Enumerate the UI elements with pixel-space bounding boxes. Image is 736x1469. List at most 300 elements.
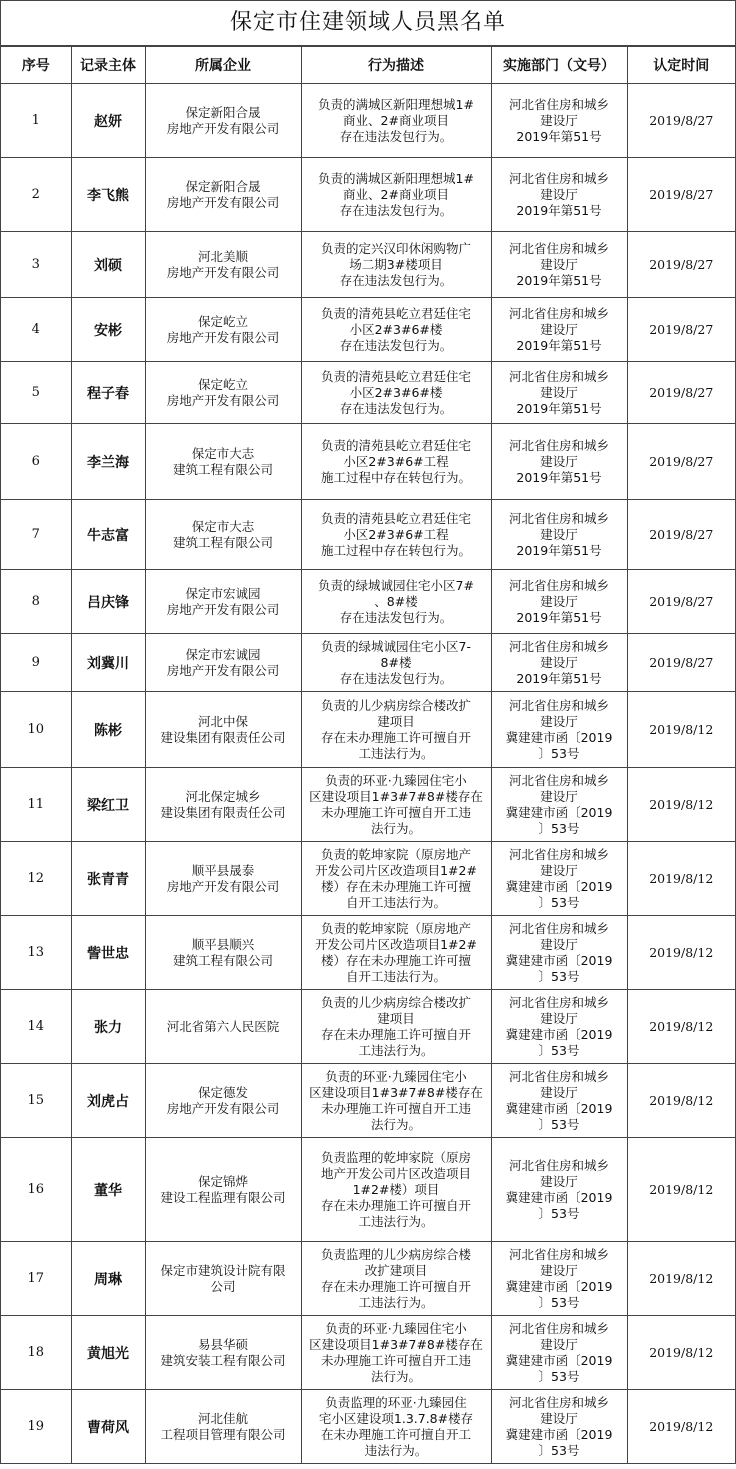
behavior-line: 存在违法发包行为。 — [339, 670, 453, 686]
behavior-line: 负责的环亚·九臻园住宅小 — [325, 1320, 467, 1336]
row-behavior — [301, 1242, 491, 1316]
row-company — [145, 1138, 301, 1242]
behavior-line: 未办理施工许可擅自开工违 — [320, 1352, 471, 1368]
row-index: 2 — [1, 158, 71, 232]
row-index: 16 — [1, 1138, 71, 1242]
row-department — [491, 424, 627, 500]
row-company-lines — [146, 1172, 301, 1208]
company-line: 保定市大志 — [191, 518, 255, 534]
row-index: 7 — [1, 500, 71, 570]
department-line: 建设厅 — [540, 453, 578, 469]
behavior-line: 负责的清苑县屹立君廷住宅 — [320, 368, 471, 384]
company-line: 保定德发 — [197, 1084, 248, 1100]
row-behavior-lines — [302, 696, 491, 764]
behavior-line: 工违法行为。 — [358, 1294, 434, 1310]
company-line: 房地产开发有限公司 — [166, 120, 280, 136]
row-behavior — [301, 768, 491, 842]
company-line: 河北保定城乡 — [185, 788, 261, 804]
department-line: 冀建建市函〔2019 — [505, 1352, 613, 1368]
behavior-line: 负责的儿少病房综合楼改扩 — [320, 697, 471, 713]
behavior-line: 未办理施工许可擅自开工违 — [320, 1100, 471, 1116]
department-line: 〕53号 — [538, 820, 580, 836]
row-behavior-lines — [302, 1148, 491, 1232]
behavior-line: 开发公司片区改造项目1#2# — [315, 936, 477, 952]
row-behavior — [301, 362, 491, 424]
company-line: 顺平县晟泰 — [191, 862, 255, 878]
blacklist-table — [1, 46, 735, 1464]
company-line: 建设工程监理有限公司 — [160, 1189, 286, 1205]
table-row — [1, 298, 735, 362]
row-behavior — [301, 634, 491, 692]
department-line: 〕53号 — [538, 968, 580, 984]
department-line: 河北省住房和城乡 — [508, 240, 609, 256]
row-company — [145, 916, 301, 990]
department-line: 2019年第51号 — [516, 272, 602, 288]
behavior-line: 1#2#楼）项目 — [352, 1181, 440, 1197]
table-row — [1, 1242, 735, 1316]
table-row — [1, 158, 735, 232]
row-date: 2019/8/27 — [627, 298, 735, 362]
row-index: 9 — [1, 634, 71, 692]
behavior-line: 负责的满城区新阳理想城1# — [318, 96, 474, 112]
behavior-line: 负责的绿城诚园住宅小区7# — [318, 577, 474, 593]
table-row — [1, 842, 735, 916]
behavior-line: 存在违法发包行为。 — [339, 337, 453, 353]
company-line: 房地产开发有限公司 — [166, 662, 280, 678]
row-department-lines — [492, 239, 627, 291]
row-date: 2019/8/12 — [627, 1390, 735, 1464]
behavior-line: 、8#楼 — [374, 593, 418, 609]
company-line: 建筑工程有限公司 — [172, 952, 273, 968]
company-line: 易县华硕 — [197, 1336, 248, 1352]
company-line: 保定屹立 — [197, 376, 248, 392]
behavior-line: 存在未办理施工许可擅自开 — [320, 1026, 471, 1042]
row-company-lines — [146, 935, 301, 971]
department-line: 河北省住房和城乡 — [508, 368, 609, 384]
department-line: 河北省住房和城乡 — [508, 638, 609, 654]
row-behavior — [301, 424, 491, 500]
row-company — [145, 768, 301, 842]
row-department-lines — [492, 304, 627, 356]
company-line: 建筑工程有限公司 — [172, 534, 273, 550]
row-index: 18 — [1, 1316, 71, 1390]
department-line: 河北省住房和城乡 — [508, 96, 609, 112]
department-line: 河北省住房和城乡 — [508, 577, 609, 593]
row-company — [145, 158, 301, 232]
row-behavior — [301, 916, 491, 990]
row-company — [145, 692, 301, 768]
behavior-line: 负责的满城区新阳理想城1# — [318, 170, 474, 186]
behavior-line: 负责监理的环亚·九臻园住 — [325, 1394, 467, 1410]
company-line: 房地产开发有限公司 — [166, 264, 280, 280]
behavior-line: 小区2#3#6#楼 — [349, 384, 443, 400]
row-index: 14 — [1, 990, 71, 1064]
row-company-lines — [146, 1335, 301, 1371]
row-subject-name: 黄旭光 — [71, 1316, 145, 1390]
row-department — [491, 1316, 627, 1390]
company-line: 保定屹立 — [197, 313, 248, 329]
company-line: 房地产开发有限公司 — [166, 392, 280, 408]
row-date: 2019/8/27 — [627, 362, 735, 424]
row-department-lines — [492, 95, 627, 147]
row-company — [145, 1390, 301, 1464]
row-company-lines — [146, 444, 301, 480]
behavior-line: 楼）存在未办理施工许可擅 — [320, 952, 471, 968]
table-row — [1, 424, 735, 500]
department-line: 建设厅 — [540, 256, 578, 272]
company-line: 建设集团有限责任公司 — [160, 804, 286, 820]
department-line: 建设厅 — [540, 526, 578, 542]
row-company-lines — [146, 375, 301, 411]
behavior-line: 存在违法发包行为。 — [339, 128, 453, 144]
row-company — [145, 424, 301, 500]
row-behavior-lines — [302, 1245, 491, 1313]
department-line: 建设厅 — [540, 593, 578, 609]
row-company-lines — [146, 1409, 301, 1445]
row-behavior — [301, 298, 491, 362]
row-company-lines — [146, 1017, 301, 1037]
behavior-line: 建项目 — [377, 1010, 415, 1026]
behavior-line: 施工过程中存在转包行为。 — [320, 469, 471, 485]
company-line: 河北佳航 — [197, 1410, 248, 1426]
table-row — [1, 1138, 735, 1242]
department-line: 河北省住房和城乡 — [508, 920, 609, 936]
row-subject-name: 陈彬 — [71, 692, 145, 768]
department-line: 建设厅 — [540, 384, 578, 400]
row-department-lines — [492, 509, 627, 561]
row-company-lines — [146, 247, 301, 283]
row-company-lines — [146, 1261, 301, 1297]
row-behavior-lines — [302, 1319, 491, 1387]
row-behavior-lines — [302, 845, 491, 913]
row-index: 13 — [1, 916, 71, 990]
row-company-lines — [146, 177, 301, 213]
row-behavior-lines — [302, 919, 491, 987]
row-company-lines — [146, 861, 301, 897]
department-line: 〕53号 — [538, 894, 580, 910]
row-subject-name: 张青青 — [71, 842, 145, 916]
row-index: 10 — [1, 692, 71, 768]
row-department-lines — [492, 771, 627, 839]
company-line: 保定市大志 — [191, 445, 255, 461]
department-line: 建设厅 — [540, 112, 578, 128]
department-line: 冀建建市函〔2019 — [505, 729, 613, 745]
row-department — [491, 232, 627, 298]
row-department-lines — [492, 436, 627, 488]
row-subject-name: 程子春 — [71, 362, 145, 424]
behavior-line: 小区2#3#6#工程 — [343, 526, 449, 542]
department-line: 建设厅 — [540, 186, 578, 202]
row-behavior — [301, 570, 491, 634]
row-index: 6 — [1, 424, 71, 500]
row-date: 2019/8/12 — [627, 692, 735, 768]
row-company — [145, 84, 301, 158]
row-company-lines — [146, 103, 301, 139]
company-line: 河北省第六人民医院 — [166, 1018, 280, 1034]
row-behavior-lines — [302, 509, 491, 561]
row-behavior-lines — [302, 95, 491, 147]
behavior-line: 未办理施工许可擅自开工违 — [320, 804, 471, 820]
behavior-line: 存在违法发包行为。 — [339, 202, 453, 218]
row-department — [491, 842, 627, 916]
company-line: 建筑工程有限公司 — [172, 461, 273, 477]
department-line: 2019年第51号 — [516, 202, 602, 218]
department-line: 2019年第51号 — [516, 670, 602, 686]
row-department — [491, 84, 627, 158]
department-line: 河北省住房和城乡 — [508, 846, 609, 862]
table-row — [1, 768, 735, 842]
behavior-line: 负责的清苑县屹立君廷住宅 — [320, 510, 471, 526]
row-behavior — [301, 990, 491, 1064]
department-line: 2019年第51号 — [516, 128, 602, 144]
row-department-lines — [492, 1393, 627, 1461]
row-behavior-lines — [302, 436, 491, 488]
header-behavior: 行为描述 — [301, 47, 491, 84]
header-date: 认定时间 — [627, 47, 735, 84]
table-row — [1, 916, 735, 990]
row-department-lines — [492, 845, 627, 913]
row-index: 5 — [1, 362, 71, 424]
table-row — [1, 232, 735, 298]
behavior-line: 法行为。 — [370, 1368, 421, 1384]
behavior-line: 商业、2#商业项目 — [343, 186, 449, 202]
behavior-line: 工违法行为。 — [358, 1042, 434, 1058]
department-line: 冀建建市函〔2019 — [505, 952, 613, 968]
department-line: 冀建建市函〔2019 — [505, 1026, 613, 1042]
department-line: 建设厅 — [540, 1010, 578, 1026]
row-company — [145, 634, 301, 692]
company-line: 房地产开发有限公司 — [166, 329, 280, 345]
row-behavior — [301, 1138, 491, 1242]
behavior-line: 区建设项目1#3#7#8#楼存在 — [309, 788, 483, 804]
row-index: 1 — [1, 84, 71, 158]
table-row — [1, 362, 735, 424]
row-index: 4 — [1, 298, 71, 362]
row-date: 2019/8/12 — [627, 842, 735, 916]
behavior-line: 法行为。 — [370, 1116, 421, 1132]
department-line: 冀建建市函〔2019 — [505, 804, 613, 820]
row-behavior — [301, 1316, 491, 1390]
behavior-line: 楼）存在未办理施工许可擅 — [320, 878, 471, 894]
row-company — [145, 500, 301, 570]
row-department-lines — [492, 1156, 627, 1224]
table-row — [1, 692, 735, 768]
row-subject-name: 梁红卫 — [71, 768, 145, 842]
table-row — [1, 634, 735, 692]
row-date: 2019/8/27 — [627, 232, 735, 298]
row-subject-name: 安彬 — [71, 298, 145, 362]
row-company — [145, 298, 301, 362]
row-company-lines — [146, 584, 301, 620]
company-line: 房地产开发有限公司 — [166, 601, 280, 617]
department-line: 河北省住房和城乡 — [508, 1246, 609, 1262]
department-line: 2019年第51号 — [516, 469, 602, 485]
row-company — [145, 1064, 301, 1138]
row-index: 17 — [1, 1242, 71, 1316]
behavior-line: 工违法行为。 — [358, 1213, 434, 1229]
row-department-lines — [492, 1245, 627, 1313]
department-line: 2019年第51号 — [516, 609, 602, 625]
behavior-line: 自开工违法行为。 — [345, 894, 446, 910]
behavior-line: 改扩建项目 — [364, 1262, 428, 1278]
row-subject-name: 刘冀川 — [71, 634, 145, 692]
department-line: 建设厅 — [540, 654, 578, 670]
header-index: 序号 — [1, 47, 71, 84]
row-subject-name: 李飞熊 — [71, 158, 145, 232]
behavior-line: 负责的清苑县屹立君廷住宅 — [320, 437, 471, 453]
behavior-line: 商业、2#商业项目 — [343, 112, 449, 128]
row-date: 2019/8/12 — [627, 1138, 735, 1242]
behavior-line: 存在违法发包行为。 — [339, 609, 453, 625]
behavior-line: 地产开发公司片区改造项目 — [320, 1165, 471, 1181]
behavior-line: 负责的定兴汉印休闲购物广 — [320, 240, 471, 256]
department-line: 河北省住房和城乡 — [508, 1394, 609, 1410]
department-line: 河北省住房和城乡 — [508, 437, 609, 453]
behavior-line: 负责的环亚·九臻园住宅小 — [325, 772, 467, 788]
row-department — [491, 1390, 627, 1464]
row-date: 2019/8/12 — [627, 990, 735, 1064]
row-subject-name: 吕庆锋 — [71, 570, 145, 634]
row-department-lines — [492, 637, 627, 689]
row-date: 2019/8/12 — [627, 916, 735, 990]
behavior-line: 法行为。 — [370, 820, 421, 836]
row-behavior — [301, 842, 491, 916]
row-behavior-lines — [302, 771, 491, 839]
company-line: 保定新阳合晟 — [185, 178, 261, 194]
row-subject-name: 刘虎占 — [71, 1064, 145, 1138]
row-company — [145, 570, 301, 634]
company-line: 河北美顺 — [197, 248, 248, 264]
behavior-line: 存在未办理施工许可擅自开 — [320, 729, 471, 745]
row-behavior-lines — [302, 169, 491, 221]
behavior-line: 场二期3#楼项目 — [349, 256, 443, 272]
row-index: 3 — [1, 232, 71, 298]
row-date: 2019/8/12 — [627, 1064, 735, 1138]
behavior-line: 小区2#3#6#工程 — [343, 453, 449, 469]
row-department — [491, 362, 627, 424]
behavior-line: 存在未办理施工许可擅自开 — [320, 1197, 471, 1213]
table-row — [1, 84, 735, 158]
behavior-line: 宅小区建设项1.3.7.8#楼存 — [318, 1410, 474, 1426]
behavior-line: 施工过程中存在转包行为。 — [320, 542, 471, 558]
behavior-line: 负责的乾坤家院（原房地产 — [320, 920, 471, 936]
behavior-line: 负责的环亚·九臻园住宅小 — [325, 1068, 467, 1084]
row-department-lines — [492, 169, 627, 221]
company-line: 河北中保 — [197, 713, 248, 729]
department-line: 〕53号 — [538, 1368, 580, 1384]
behavior-line: 工违法行为。 — [358, 745, 434, 761]
company-line: 工程项目管理有限公司 — [160, 1426, 286, 1442]
row-company-lines — [146, 712, 301, 748]
row-index: 11 — [1, 768, 71, 842]
company-line: 房地产开发有限公司 — [166, 878, 280, 894]
row-department — [491, 916, 627, 990]
row-department-lines — [492, 1319, 627, 1387]
behavior-line: 负责的乾坤家院（原房地产 — [320, 846, 471, 862]
row-index: 15 — [1, 1064, 71, 1138]
row-date: 2019/8/12 — [627, 1316, 735, 1390]
company-line: 房地产开发有限公司 — [166, 194, 280, 210]
row-date: 2019/8/27 — [627, 158, 735, 232]
department-line: 冀建建市函〔2019 — [505, 878, 613, 894]
table-row — [1, 1390, 735, 1464]
row-department — [491, 634, 627, 692]
row-subject-name: 刘硕 — [71, 232, 145, 298]
behavior-line: 存在未办理施工许可擅自开 — [320, 1278, 471, 1294]
row-company — [145, 232, 301, 298]
company-line: 建筑安装工程有限公司 — [160, 1352, 286, 1368]
table-row — [1, 570, 735, 634]
department-line: 冀建建市函〔2019 — [505, 1100, 613, 1116]
row-index: 8 — [1, 570, 71, 634]
row-department-lines — [492, 696, 627, 764]
row-company-lines — [146, 787, 301, 823]
behavior-line: 负责的绿城诚园住宅小区7- — [321, 638, 471, 654]
row-department — [491, 298, 627, 362]
row-department — [491, 500, 627, 570]
row-date: 2019/8/12 — [627, 768, 735, 842]
table-row — [1, 1316, 735, 1390]
department-line: 冀建建市函〔2019 — [505, 1278, 613, 1294]
table-row — [1, 500, 735, 570]
row-department — [491, 158, 627, 232]
department-line: 河北省住房和城乡 — [508, 994, 609, 1010]
company-line: 保定锦烨 — [197, 1173, 248, 1189]
row-department — [491, 1138, 627, 1242]
row-department — [491, 768, 627, 842]
department-line: 建设厅 — [540, 1336, 578, 1352]
row-behavior-lines — [302, 1393, 491, 1461]
row-index: 19 — [1, 1390, 71, 1464]
department-line: 建设厅 — [540, 936, 578, 952]
row-behavior — [301, 1390, 491, 1464]
page-title: 保定市住建领域人员黑名单 — [1, 0, 735, 46]
company-line: 房地产开发有限公司 — [166, 1100, 280, 1116]
row-department — [491, 1064, 627, 1138]
row-subject-name: 董华 — [71, 1138, 145, 1242]
row-company — [145, 1242, 301, 1316]
row-company-lines — [146, 517, 301, 553]
row-company-lines — [146, 312, 301, 348]
row-behavior — [301, 158, 491, 232]
behavior-line: 在未办理施工许可擅自开工 — [320, 1426, 471, 1442]
department-line: 〕53号 — [538, 1205, 580, 1221]
row-subject-name: 张力 — [71, 990, 145, 1064]
row-behavior-lines — [302, 239, 491, 291]
row-behavior — [301, 692, 491, 768]
behavior-line: 建项目 — [377, 713, 415, 729]
department-line: 〕53号 — [538, 1442, 580, 1458]
department-line: 河北省住房和城乡 — [508, 1157, 609, 1173]
company-line: 保定新阳合晟 — [185, 104, 261, 120]
department-line: 冀建建市函〔2019 — [505, 1189, 613, 1205]
department-line: 〕53号 — [538, 745, 580, 761]
behavior-line: 负责监理的乾坤家院（原房 — [320, 1149, 471, 1165]
behavior-line: 违法行为。 — [364, 1442, 428, 1458]
row-subject-name: 曹荷风 — [71, 1390, 145, 1464]
company-line: 顺平县顺兴 — [191, 936, 255, 952]
company-line: 保定市宏诚园 — [185, 585, 261, 601]
row-behavior-lines — [302, 367, 491, 419]
row-behavior-lines — [302, 993, 491, 1061]
department-line: 建设厅 — [540, 321, 578, 337]
department-line: 建设厅 — [540, 1262, 578, 1278]
department-line: 建设厅 — [540, 713, 578, 729]
row-department — [491, 990, 627, 1064]
row-date: 2019/8/27 — [627, 634, 735, 692]
department-line: 河北省住房和城乡 — [508, 1320, 609, 1336]
department-line: 〕53号 — [538, 1116, 580, 1132]
